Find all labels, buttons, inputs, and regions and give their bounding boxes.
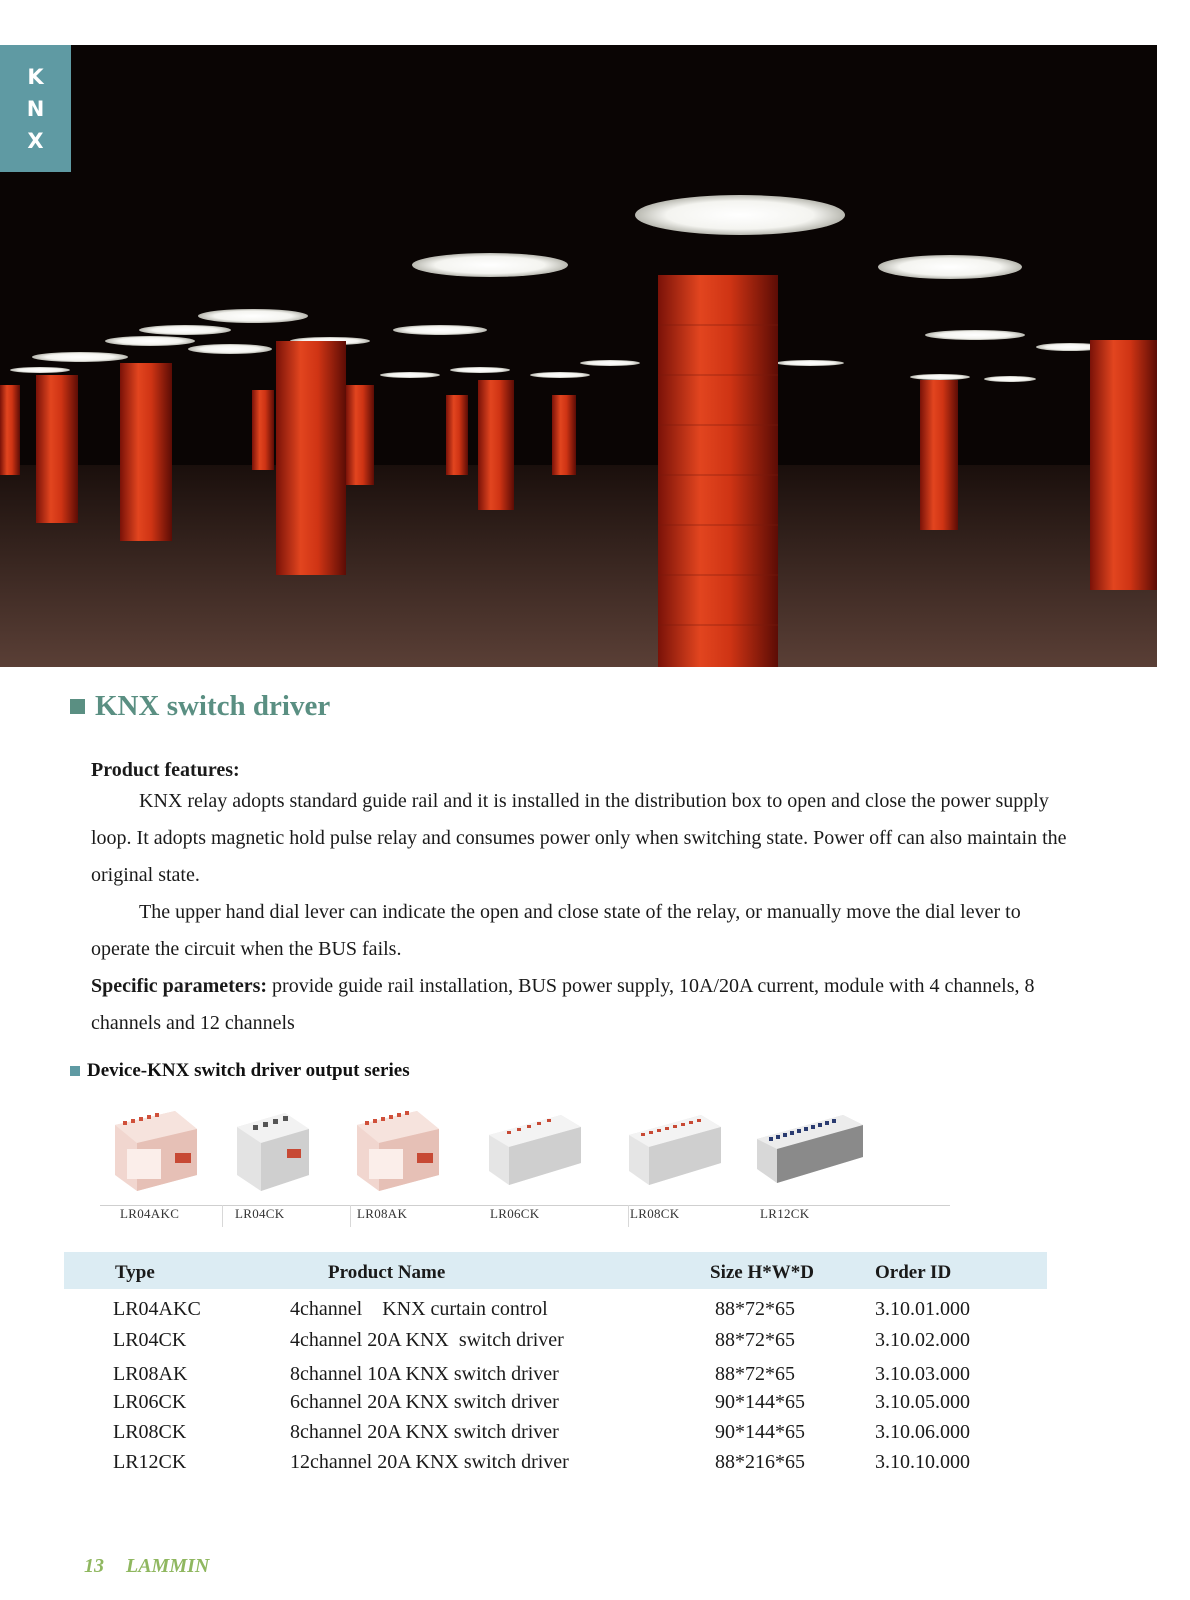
device-separator bbox=[222, 1205, 223, 1227]
features-paragraph-2: The upper hand dial lever can indicate the open and close state of the relay, or manually move the dial lever to operate the circuit when the BUS fails. bbox=[91, 901, 1021, 960]
cell-type: LR06CK bbox=[113, 1391, 187, 1413]
device-label: LR08CK bbox=[630, 1206, 680, 1221]
device-lr04ck bbox=[225, 1105, 345, 1225]
features-paragraph-1: KNX relay adopts standard guide rail and it is installed in the distribution box to open and close the power supply loop. It adopts magnetic hold pulse relay and consumes power only when switching state. Power off can also maintain the original state. bbox=[91, 790, 1067, 886]
brand-name: LAMMIN bbox=[126, 1555, 210, 1577]
parameters-paragraph bbox=[91, 968, 1071, 1042]
cell-product-name: 4channel 20A KNX switch driver bbox=[290, 1329, 564, 1351]
cell-size: 88*72*65 bbox=[715, 1298, 795, 1320]
cell-type: LR04AKC bbox=[113, 1298, 201, 1320]
device-label: LR06CK bbox=[490, 1206, 540, 1221]
page-number: 13 bbox=[84, 1555, 104, 1577]
small-square-bullet-icon bbox=[70, 1066, 80, 1076]
cell-product-name: 12channel 20A KNX switch driver bbox=[290, 1451, 569, 1473]
cell-size: 88*72*65 bbox=[715, 1363, 795, 1385]
device-lr04akc bbox=[105, 1105, 225, 1225]
device-label: LR04CK bbox=[235, 1206, 285, 1221]
side-tab-letter-x: X bbox=[27, 128, 44, 153]
header-type: Type bbox=[115, 1262, 155, 1283]
cell-order-id: 3.10.03.000 bbox=[875, 1363, 970, 1385]
device-lr12ck bbox=[755, 1105, 875, 1225]
cell-size: 88*72*65 bbox=[715, 1329, 795, 1351]
cell-order-id: 3.10.05.000 bbox=[875, 1391, 970, 1413]
cell-type: LR08CK bbox=[113, 1421, 187, 1443]
parameters-text: provide guide rail installation, BUS power supply, 10A/20A current, module with 4 channels, 8 channels and 12 channels bbox=[91, 975, 1035, 1034]
device-separator bbox=[628, 1205, 629, 1227]
cell-type: LR08AK bbox=[113, 1363, 188, 1385]
parameters-label: Specific parameters: bbox=[91, 975, 268, 997]
hero-photo bbox=[0, 45, 1157, 667]
cell-product-name: 8channel 10A KNX switch driver bbox=[290, 1363, 559, 1385]
device-series-title-text: Device-KNX switch driver output series bbox=[87, 1060, 410, 1081]
page-footer bbox=[84, 1555, 209, 1578]
device-label: LR08AK bbox=[357, 1206, 408, 1221]
features-label: Product features: bbox=[91, 759, 240, 781]
cell-size: 90*144*65 bbox=[715, 1421, 805, 1443]
device-module-icon bbox=[485, 1105, 585, 1201]
device-lr08ak bbox=[347, 1105, 467, 1225]
knx-side-tab bbox=[0, 45, 71, 172]
cell-product-name: 8channel 20A KNX switch driver bbox=[290, 1421, 559, 1443]
side-tab-letter-k: K bbox=[27, 64, 44, 89]
cell-type: LR04CK bbox=[113, 1329, 187, 1351]
device-lr08ck bbox=[625, 1105, 745, 1225]
cell-order-id: 3.10.02.000 bbox=[875, 1329, 970, 1351]
device-module-icon bbox=[105, 1105, 205, 1201]
device-gallery bbox=[100, 1105, 950, 1225]
hero-illustration bbox=[0, 45, 1157, 667]
side-tab-letter-n: N bbox=[26, 96, 45, 121]
device-gallery-divider bbox=[100, 1205, 950, 1206]
device-label: LR12CK bbox=[760, 1206, 810, 1221]
device-module-icon bbox=[347, 1105, 447, 1201]
device-separator bbox=[350, 1205, 351, 1227]
cell-order-id: 3.10.10.000 bbox=[875, 1451, 970, 1473]
header-order-id: Order ID bbox=[875, 1262, 952, 1283]
cell-order-id: 3.10.01.000 bbox=[875, 1298, 970, 1320]
device-lr06ck bbox=[485, 1105, 605, 1225]
cell-product-name: 6channel 20A KNX switch driver bbox=[290, 1391, 559, 1413]
section-title-text: KNX switch driver bbox=[95, 690, 331, 722]
cell-size: 88*216*65 bbox=[715, 1451, 805, 1473]
cell-product-name: 4channel KNX curtain control bbox=[290, 1298, 548, 1320]
device-label: LR04AKC bbox=[120, 1206, 180, 1221]
product-description bbox=[91, 757, 1071, 1042]
cell-size: 90*144*65 bbox=[715, 1391, 805, 1413]
cell-type: LR12CK bbox=[113, 1451, 187, 1473]
cell-order-id: 3.10.06.000 bbox=[875, 1421, 970, 1443]
device-series-title bbox=[70, 1060, 410, 1082]
square-bullet-icon bbox=[70, 699, 85, 714]
header-size: Size H*W*D bbox=[710, 1262, 814, 1283]
device-module-icon bbox=[225, 1105, 325, 1201]
header-product-name: Product Name bbox=[328, 1262, 446, 1283]
device-module-icon bbox=[755, 1105, 865, 1201]
device-module-icon bbox=[625, 1105, 725, 1201]
section-title bbox=[70, 690, 330, 723]
